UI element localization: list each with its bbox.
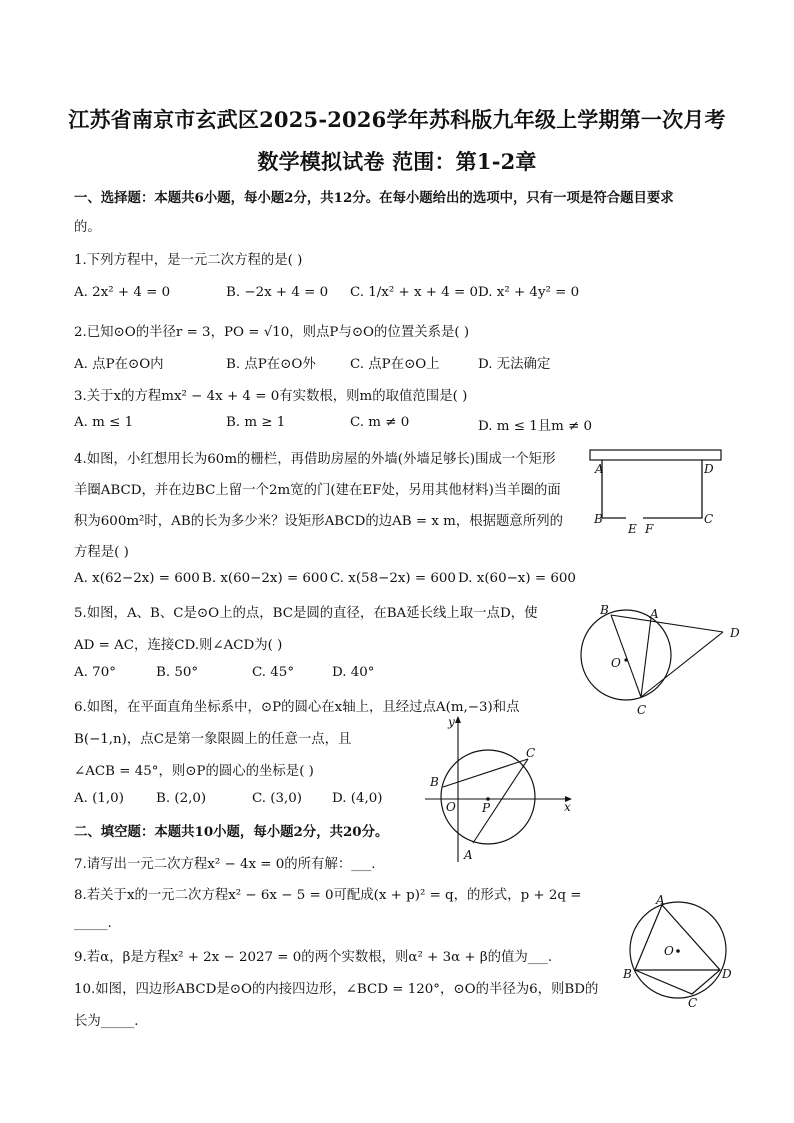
q5-center-dot xyxy=(624,658,627,661)
q4-label-e: E xyxy=(628,522,637,536)
q5-label-o: O xyxy=(611,656,621,670)
q8-line-2: _____. xyxy=(74,916,112,931)
q6-line-2: B(−1,n)，点C是第一象限圆上的任意一点，且 xyxy=(74,732,352,747)
q3-option-c: C. m ≠ 0 xyxy=(350,415,410,430)
q4-option-d: D. x(60−x) = 600 xyxy=(458,571,576,586)
q10-line-1: 10.如图，四边形ABCD是⊙O的内接四边形，∠BCD = 120°，⊙O的半径为6，则BD的 xyxy=(74,982,599,997)
section2-heading: 二、填空题：本题共10小题，每小题2分，共20分。 xyxy=(74,824,389,840)
q6-label-o: O xyxy=(446,800,456,814)
q2-option-a: A. 点P在⊙O内 xyxy=(74,357,164,372)
q1-option-b: B. −2x + 4 = 0 xyxy=(226,285,329,300)
q4-option-c: C. x(58−2x) = 600 xyxy=(330,571,456,586)
q6-label-y: y xyxy=(448,715,455,729)
q6-option-c: C. (3,0) xyxy=(252,791,303,806)
q10-center-dot xyxy=(676,949,680,953)
q9-stem: 9.若α，β是方程x² + 2x − 2027 = 0的两个实数根，则α² + 3α + β的值为___. xyxy=(74,950,553,965)
q10-figure xyxy=(620,890,745,1015)
q4-line-2: 羊圈ABCD，并在边BC上留一个2m宽的门(建在EF处，另用其他材料)当羊圈的面 xyxy=(74,483,561,498)
q6-y-arrow xyxy=(455,716,461,723)
q10-label-c: C xyxy=(688,996,698,1010)
q5-option-d: D. 40° xyxy=(332,665,375,680)
q1-option-d: D. x² + 4y² = 0 xyxy=(478,285,580,300)
q5-option-b: B. 50° xyxy=(156,665,199,680)
q4-line-1: 4.如图，小红想用长为60m的栅栏，再借助房屋的外墙(外墙足够长)围成一个矩形 xyxy=(74,452,556,467)
q2-option-c: C. 点P在⊙O上 xyxy=(350,357,440,372)
q6-figure xyxy=(420,712,580,867)
q4-wall xyxy=(590,450,721,460)
q4-line-3: 积为600m²时，AB的长为多少米？设矩形ABCD的边AB = x m，根据题意所列的 xyxy=(74,514,563,529)
q5-line-bd xyxy=(611,615,723,632)
q6-label-p: P xyxy=(482,801,491,815)
q6-label-c: C xyxy=(526,746,536,760)
q6-option-a: A. (1,0) xyxy=(74,791,124,806)
q6-circle xyxy=(441,750,535,844)
q5-label-a: A xyxy=(650,607,659,621)
exam-title: 江苏省南京市玄武区2025-2026学年苏科版九年级上学期第一次月考 xyxy=(68,107,726,132)
q3-option-a: A. m ≤ 1 xyxy=(74,415,134,430)
q3-option-d: D. m ≤ 1且m ≠ 0 xyxy=(478,419,593,434)
q6-line-1: 6.如图，在平面直角坐标系中，⊙P的圆心在x轴上，且经过点A(m,−3)和点 xyxy=(74,700,520,715)
q10-line-2: 长为_____. xyxy=(74,1014,139,1029)
q3-option-b: B. m ≥ 1 xyxy=(226,415,286,430)
q1-stem: 1.下列方程中，是一元二次方程的是( ) xyxy=(74,253,303,268)
q5-option-c: C. 45° xyxy=(252,665,295,680)
q6-label-a: A xyxy=(464,848,473,862)
q4-line-4: 方程是( ) xyxy=(74,545,129,560)
q5-label-b: B xyxy=(600,603,609,617)
q4-fence xyxy=(602,460,702,518)
q6-line-3: ∠ACB = 45°，则⊙P的圆心的坐标是( ) xyxy=(74,764,314,779)
q4-label-f: F xyxy=(645,522,654,536)
q6-option-b: B. (2,0) xyxy=(156,791,207,806)
q4-figure xyxy=(585,445,725,540)
q6-label-x: x xyxy=(564,800,571,814)
q4-option-b: B. x(60−2x) = 600 xyxy=(202,571,328,586)
section1-heading: 一、选择题：本题共6小题，每小题2分，共12分。在每小题给出的选项中，只有一项是符合题目要求 xyxy=(74,190,674,206)
section1-heading-cont: 的。 xyxy=(74,220,101,235)
exam-subtitle: 数学模拟试卷 范围：第1-2章 xyxy=(257,149,537,174)
q10-label-b: B xyxy=(623,967,632,981)
q1-option-c: C. 1/x² + x + 4 = 0 xyxy=(350,285,479,300)
q5-option-a: A. 70° xyxy=(74,665,116,680)
q6-option-d: D. (4,0) xyxy=(332,791,383,806)
q4-label-d: D xyxy=(704,462,714,476)
q2-stem: 2.已知⊙O的半径r = 3，PO = √10，则点P与⊙O的位置关系是( ) xyxy=(74,325,470,340)
q10-label-a: A xyxy=(656,893,665,907)
q4-label-c: C xyxy=(704,512,714,526)
q5-line-2: AD = AC，连接CD.则∠ACD为( ) xyxy=(74,638,283,653)
q5-label-d: D xyxy=(730,626,740,640)
q5-label-c: C xyxy=(637,703,647,717)
q4-label-a: A xyxy=(595,462,604,476)
q5-figure xyxy=(575,600,750,720)
q5-line-ac xyxy=(641,618,651,697)
q2-option-b: B. 点P在⊙O外 xyxy=(226,357,316,372)
q5-line-1: 5.如图，A、B、C是⊙O上的点，BC是圆的直径，在BA延长线上取一点D，使 xyxy=(74,606,538,621)
q3-stem: 3.关于x的方程mx² − 4x + 4 = 0有实数根，则m的取值范围是( ) xyxy=(74,389,468,404)
q4-label-b: B xyxy=(594,512,603,526)
q1-option-a: A. 2x² + 4 = 0 xyxy=(74,285,171,300)
q7-stem: 7.请写出一元二次方程x² − 4x = 0的所有解：___. xyxy=(74,857,376,872)
q8-line-1: 8.若关于x的一元二次方程x² − 6x − 5 = 0可配成(x + p)² = q，的形式，p + 2q = xyxy=(74,888,582,903)
q2-option-d: D. 无法确定 xyxy=(478,357,551,372)
q5-line-cd xyxy=(641,632,723,697)
q4-option-a: A. x(62−2x) = 600 xyxy=(74,571,200,586)
q10-label-d: D xyxy=(722,967,732,981)
q6-label-b: B xyxy=(430,775,439,789)
q10-label-o: O xyxy=(664,944,674,958)
